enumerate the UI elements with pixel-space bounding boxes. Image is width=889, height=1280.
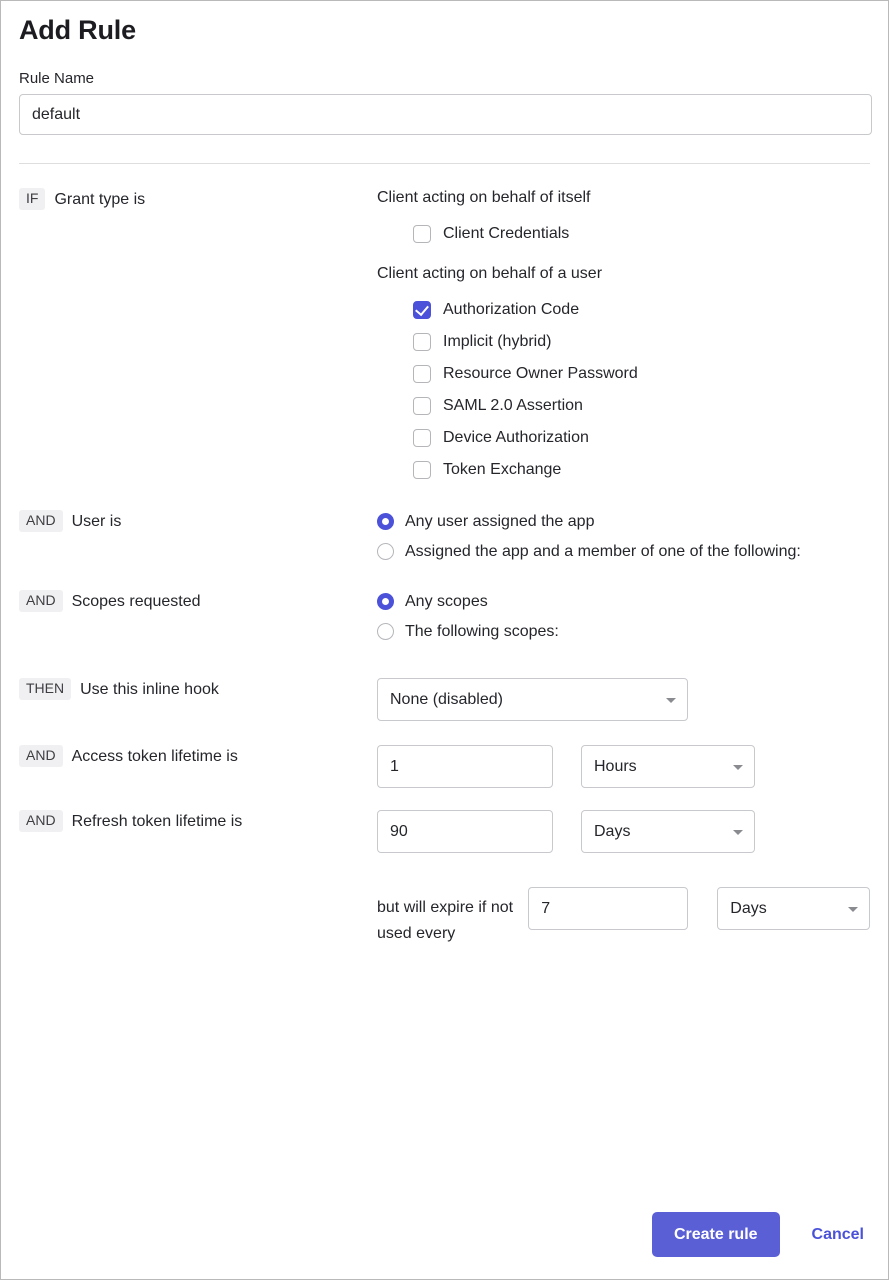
checkbox-token-exchange[interactable] bbox=[413, 454, 870, 486]
row-user-is-left bbox=[19, 508, 377, 532]
rule-name-label: Rule Name bbox=[19, 70, 95, 87]
refresh-token-unit-select[interactable] bbox=[581, 810, 755, 853]
checkbox-label: Token Exchange bbox=[443, 461, 562, 478]
checkbox-box-icon[interactable] bbox=[413, 333, 431, 351]
row-grant-type bbox=[19, 186, 870, 500]
checkbox-implicit-hybrid[interactable] bbox=[413, 326, 870, 358]
chevron-down-icon bbox=[733, 830, 743, 835]
row-inline-hook-left bbox=[19, 676, 377, 700]
divider bbox=[19, 163, 870, 164]
radio-assigned-and-member[interactable] bbox=[377, 540, 870, 564]
grant-type-options bbox=[377, 186, 870, 500]
access-token-unit-select[interactable] bbox=[581, 745, 755, 788]
condition-label-scopes: Scopes requested bbox=[71, 593, 201, 610]
radio-any-user-assigned[interactable] bbox=[377, 510, 870, 534]
dialog-footer bbox=[652, 1212, 870, 1257]
checkbox-label: SAML 2.0 Assertion bbox=[443, 397, 583, 414]
row-refresh-token-expiry bbox=[19, 887, 870, 947]
checkbox-saml-assertion[interactable] bbox=[413, 390, 870, 422]
condition-label-inline-hook: Use this inline hook bbox=[80, 681, 219, 698]
checkbox-device-authorization[interactable] bbox=[413, 422, 870, 454]
group-heading-client-self: Client acting on behalf of itself bbox=[377, 189, 591, 206]
checkbox-box-icon[interactable] bbox=[413, 397, 431, 415]
refresh-token-controls bbox=[377, 808, 870, 853]
checkbox-label: Implicit (hybrid) bbox=[443, 333, 552, 350]
row-inline-hook bbox=[19, 676, 870, 721]
checkbox-label: Authorization Code bbox=[443, 301, 580, 318]
radio-icon[interactable] bbox=[377, 623, 394, 640]
radio-selected-icon[interactable] bbox=[377, 513, 394, 530]
condition-chip-and: AND bbox=[19, 745, 63, 767]
access-token-unit-value: Hours bbox=[594, 757, 637, 775]
checkbox-box-icon[interactable] bbox=[413, 225, 431, 243]
condition-chip-if: IF bbox=[19, 188, 45, 210]
condition-chip-then: THEN bbox=[19, 678, 71, 700]
radio-label: Assigned the app and a member of one of the following: bbox=[405, 543, 801, 560]
radio-label: Any user assigned the app bbox=[405, 513, 595, 530]
create-rule-button[interactable]: Create rule bbox=[652, 1212, 780, 1257]
user-is-options bbox=[377, 508, 870, 570]
checkbox-group-client-user bbox=[413, 294, 870, 486]
refresh-token-expiry-unit-select[interactable] bbox=[717, 887, 870, 930]
condition-label-grant-type: Grant type is bbox=[54, 191, 146, 208]
condition-chip-and: AND bbox=[19, 810, 63, 832]
condition-label-refresh-token: Refresh token lifetime is bbox=[71, 813, 243, 830]
checkbox-resource-owner-password[interactable] bbox=[413, 358, 870, 390]
condition-label-access-token: Access token lifetime is bbox=[71, 748, 238, 765]
chevron-down-icon bbox=[848, 907, 858, 912]
group-heading-client-user: Client acting on behalf of a user bbox=[377, 265, 603, 282]
checkbox-label: Device Authorization bbox=[443, 429, 589, 446]
checkbox-label: Resource Owner Password bbox=[443, 365, 638, 382]
refresh-token-unit-value: Days bbox=[594, 822, 631, 840]
row-scopes-requested bbox=[19, 588, 870, 650]
access-token-lifetime-input[interactable] bbox=[377, 745, 553, 788]
checkbox-box-icon[interactable] bbox=[413, 429, 431, 447]
checkbox-box-icon[interactable] bbox=[413, 365, 431, 383]
checkbox-label: Client Credentials bbox=[443, 225, 570, 242]
access-token-controls bbox=[377, 743, 870, 788]
row-grant-type-left bbox=[19, 186, 377, 210]
row-user-is bbox=[19, 508, 870, 570]
scopes-options bbox=[377, 588, 870, 650]
rule-name-input[interactable] bbox=[19, 94, 872, 135]
checkbox-checked-icon[interactable] bbox=[413, 301, 431, 319]
page-title: Add Rule bbox=[19, 15, 136, 45]
expiry-description: but will expire if not used every bbox=[377, 899, 514, 942]
inline-hook-control bbox=[377, 676, 870, 721]
checkbox-authorization-code[interactable] bbox=[413, 294, 870, 326]
condition-label-user-is: User is bbox=[71, 513, 122, 530]
radio-any-scopes[interactable] bbox=[377, 590, 870, 614]
radio-label: The following scopes: bbox=[405, 623, 559, 640]
condition-chip-and: AND bbox=[19, 510, 63, 532]
row-access-token-lifetime bbox=[19, 743, 870, 788]
cancel-button[interactable]: Cancel bbox=[806, 1225, 870, 1245]
inline-hook-select[interactable] bbox=[377, 678, 688, 721]
rule-conditions bbox=[19, 186, 870, 947]
row-scopes-left bbox=[19, 588, 377, 612]
radio-following-scopes[interactable] bbox=[377, 620, 870, 644]
radio-icon[interactable] bbox=[377, 543, 394, 560]
row-access-token-left bbox=[19, 743, 377, 767]
inline-hook-selected-value: None (disabled) bbox=[390, 690, 503, 708]
refresh-token-lifetime-input[interactable] bbox=[377, 810, 553, 853]
checkbox-group-client-self bbox=[413, 218, 870, 250]
refresh-token-expiry-input[interactable] bbox=[528, 887, 688, 930]
checkbox-client-credentials[interactable] bbox=[413, 218, 870, 250]
row-refresh-token-left bbox=[19, 808, 377, 832]
checkbox-box-icon[interactable] bbox=[413, 461, 431, 479]
radio-label: Any scopes bbox=[405, 593, 488, 610]
refresh-token-expiry-unit-value: Days bbox=[730, 899, 767, 917]
condition-chip-and: AND bbox=[19, 590, 63, 612]
chevron-down-icon bbox=[733, 765, 743, 770]
chevron-down-icon bbox=[666, 698, 676, 703]
radio-selected-icon[interactable] bbox=[377, 593, 394, 610]
row-refresh-token-lifetime bbox=[19, 808, 870, 853]
